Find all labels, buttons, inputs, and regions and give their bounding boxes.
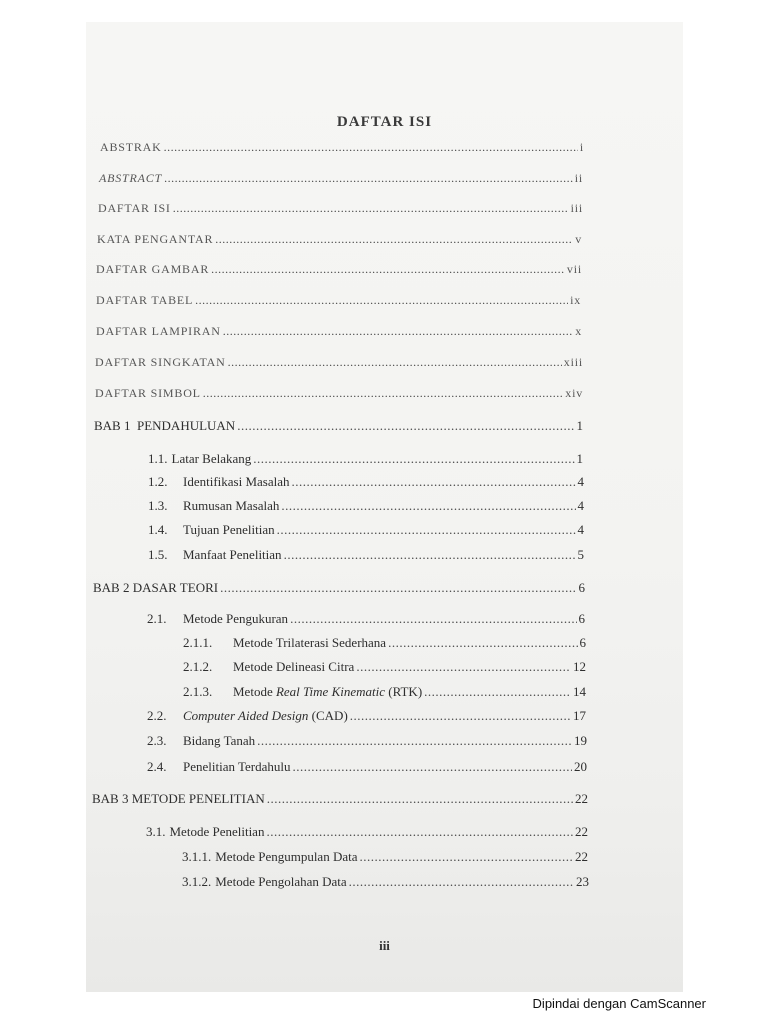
toc-page: 22: [575, 849, 588, 864]
toc-page: iii: [570, 201, 583, 215]
toc-chapter-bab1: [94, 418, 583, 436]
toc-page: 6: [578, 611, 585, 626]
toc-leader: [164, 171, 573, 186]
toc-number: 3.1.: [146, 824, 166, 839]
toc-label: DAFTAR GAMBAR: [96, 262, 210, 276]
toc-label: Metode Pengumpulan Data: [215, 849, 358, 864]
toc-chapter-bab2: [93, 580, 585, 598]
toc-label: DAFTAR LAMPIRAN: [96, 324, 221, 338]
toc-leader: [266, 824, 573, 840]
toc-entry-3-1: [146, 824, 588, 842]
toc-label: BAB 2 DASAR TEORI: [93, 580, 219, 595]
toc-label: BAB 3 METODE PENELITIAN: [92, 791, 265, 806]
toc-label: BAB 1 PENDAHULUAN: [94, 418, 236, 433]
toc-leader: [203, 386, 563, 401]
toc-leader: [220, 580, 576, 596]
toc-leader: [253, 451, 574, 467]
toc-entry-daftar-singkatan: [95, 355, 583, 373]
toc-entry-daftar-lampiran: [96, 324, 582, 342]
toc-page: 14: [573, 684, 586, 699]
toc-page: 6: [579, 635, 586, 650]
toc-leader: [228, 355, 562, 370]
page-title: DAFTAR ISI: [336, 114, 433, 130]
toc-entry-3-1-1: [182, 849, 588, 867]
toc-leader: [388, 635, 577, 651]
toc-leader: [195, 293, 568, 308]
toc-label: DAFTAR TABEL: [96, 293, 194, 307]
toc-page: v: [575, 232, 582, 246]
toc-entry-daftar-gambar: [96, 262, 582, 280]
toc-entry-2-1-1: [183, 635, 586, 653]
toc-page: 22: [575, 824, 588, 839]
toc-entry-1-1: [148, 451, 583, 469]
toc-page: i: [579, 140, 584, 154]
toc-page: 22: [575, 791, 588, 806]
toc-label: Tujuan Penelitian: [183, 522, 275, 537]
toc-leader: [284, 547, 576, 563]
toc-leader: [173, 201, 569, 216]
toc-entry-1-4: [148, 522, 584, 540]
toc-number: 2.4.: [147, 759, 167, 774]
toc-page: 1: [576, 418, 583, 433]
toc-label: Latar Belakang: [171, 451, 252, 466]
toc-label: Bidang Tanah: [183, 733, 256, 748]
toc-label: Identifikasi Masalah: [183, 474, 290, 489]
toc-leader: [356, 659, 571, 675]
toc-page: 20: [574, 759, 587, 774]
toc-number: 2.1.3.: [183, 684, 213, 699]
toc-leader: [292, 474, 576, 490]
toc-label: Metode Trilaterasi Sederhana: [233, 635, 387, 650]
toc-leader: [293, 759, 572, 775]
toc-page: 5: [577, 547, 584, 562]
toc-page: 12: [573, 659, 586, 674]
toc-page: 23: [576, 874, 589, 889]
toc-number: 2.2.: [147, 708, 167, 723]
toc-entry-abstrak: [100, 140, 584, 158]
toc-leader: [281, 498, 575, 514]
toc-entry-2-1-2: [183, 659, 586, 677]
toc-entry-1-5: [148, 547, 584, 565]
toc-leader: [350, 708, 571, 724]
toc-entry-daftar-isi: [98, 201, 583, 219]
toc-page: 19: [574, 733, 587, 748]
toc-label: DAFTAR SINGKATAN: [95, 355, 226, 369]
toc-leader: [267, 791, 573, 807]
toc-page: xiii: [563, 355, 583, 369]
toc-label-italic: Real Time Kinematic: [275, 684, 386, 699]
toc-leader: [424, 684, 571, 700]
toc-page: 4: [577, 474, 584, 489]
toc-entry-1-2: [148, 474, 584, 492]
toc-label-part: (CAD): [308, 708, 348, 723]
toc-chapter-bab3: [92, 791, 588, 809]
toc-leader: [360, 849, 574, 865]
toc-entry-2-1: [147, 611, 585, 629]
toc-label: Penelitian Terdahulu: [183, 759, 291, 774]
toc-label: Rumusan Masalah: [183, 498, 280, 513]
toc-number: 3.1.2.: [182, 874, 212, 889]
toc-leader: [211, 262, 565, 277]
toc-label-italic: Computer Aided Design: [183, 708, 309, 723]
toc-label: [233, 684, 422, 700]
toc-number: 1.4.: [148, 522, 168, 537]
toc-number: 2.3.: [147, 733, 167, 748]
toc-label: KATA PENGANTAR: [97, 232, 214, 246]
toc-page: 4: [577, 498, 584, 513]
scanned-page: [86, 22, 683, 992]
toc-leader: [257, 733, 572, 749]
toc-entry-daftar-tabel: [96, 293, 581, 311]
toc-page: vii: [566, 262, 582, 276]
toc-number: 2.1.: [147, 611, 167, 626]
toc-entry-abstract: [99, 171, 583, 189]
toc-leader: [223, 324, 573, 339]
toc-number: 3.1.1.: [182, 849, 212, 864]
toc-entry-daftar-simbol: [95, 386, 583, 404]
toc-label: Metode Pengolahan Data: [215, 874, 347, 889]
toc-label: Metode Penelitian: [169, 824, 265, 839]
toc-entry-3-1-2: [182, 874, 589, 892]
toc-page: 1: [576, 451, 583, 466]
toc-label: Metode Pengukuran: [183, 611, 289, 626]
toc-page: 17: [573, 708, 586, 723]
toc-page: x: [575, 324, 582, 338]
toc-leader: [277, 522, 576, 538]
scanner-watermark: Dipindai dengan CamScanner: [532, 996, 706, 1011]
toc-label: Metode Delineasi Citra: [233, 659, 355, 674]
toc-number: 2.1.2.: [183, 659, 213, 674]
toc-label: ABSTRAK: [100, 140, 162, 154]
toc-number: 1.1.: [148, 451, 168, 466]
toc-entry-kata-pengantar: [97, 232, 582, 250]
toc-label-part: Metode: [233, 684, 276, 699]
toc-label: DAFTAR ISI: [98, 201, 171, 215]
toc-leader: [164, 140, 578, 155]
toc-entry-2-4: [147, 759, 587, 777]
toc-label: DAFTAR SIMBOL: [95, 386, 201, 400]
toc-entry-1-3: [148, 498, 584, 516]
toc-number: 1.5.: [148, 547, 168, 562]
toc-leader: [349, 874, 574, 890]
toc-entry-2-1-3: [183, 684, 586, 702]
toc-label: ABSTRACT: [99, 171, 163, 185]
page-number: iii: [379, 938, 390, 953]
toc-label: [183, 708, 348, 724]
toc-entry-2-3: [147, 733, 587, 751]
toc-page: 6: [578, 580, 585, 595]
toc-leader: [237, 418, 574, 434]
toc-page: ix: [570, 293, 581, 307]
toc-label: Manfaat Penelitian: [183, 547, 282, 562]
toc-page: xiv: [565, 386, 583, 400]
toc-page: ii: [574, 171, 583, 185]
toc-number: 2.1.1.: [183, 635, 213, 650]
toc-number: 1.3.: [148, 498, 168, 513]
toc-number: 1.2.: [148, 474, 168, 489]
toc-leader: [290, 611, 576, 627]
toc-entry-2-2: [147, 708, 586, 726]
toc-label-part: (RTK): [385, 684, 423, 699]
toc-leader: [215, 232, 573, 247]
toc-page: 4: [577, 522, 584, 537]
